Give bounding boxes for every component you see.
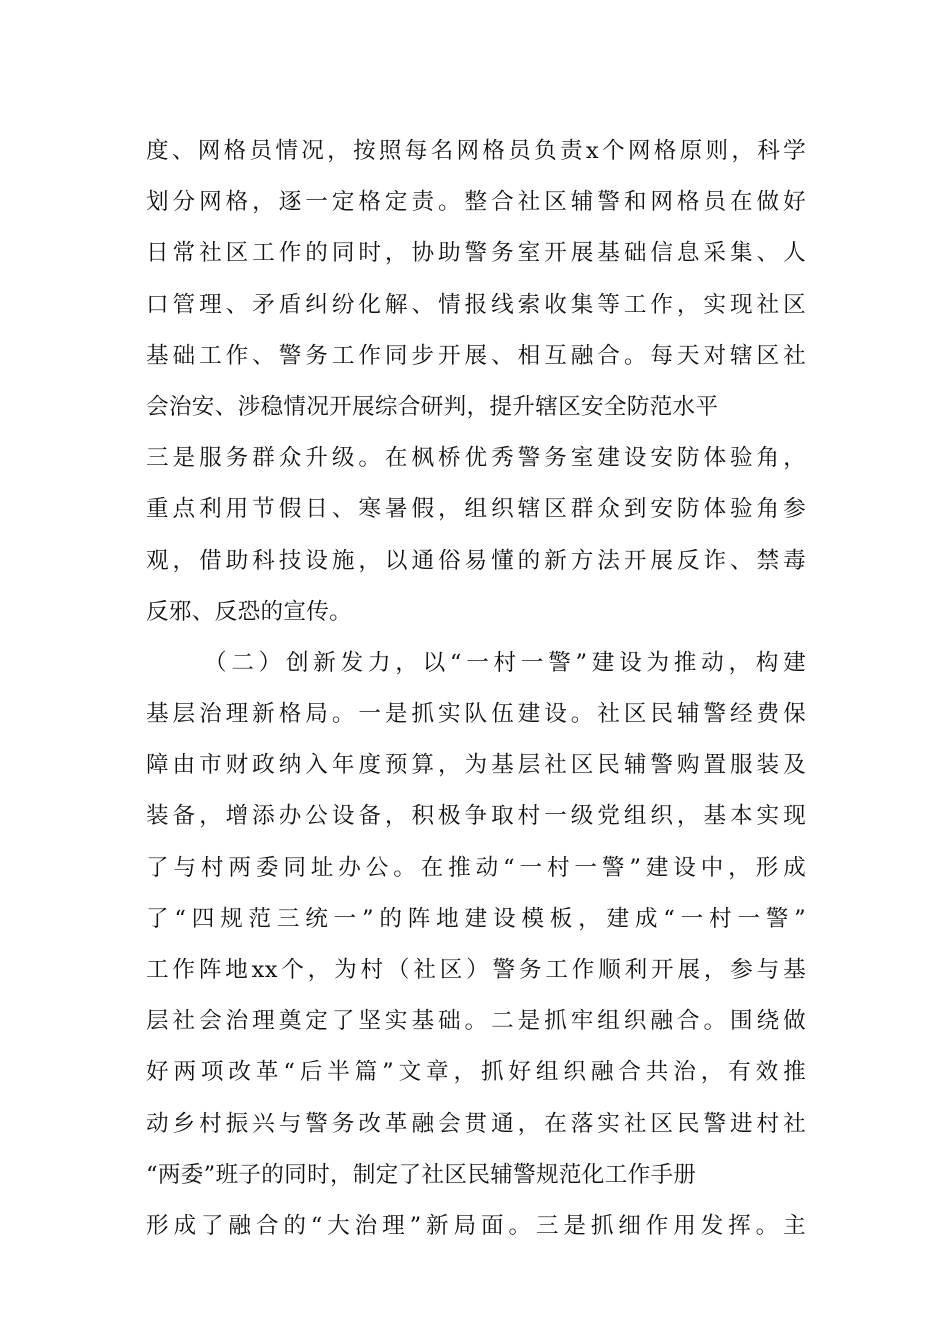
text-line: 基础工作、警务工作同步开展、相互融合。每天对辖区社 xyxy=(146,342,806,369)
text-line: 会治安、涉稳情况开展综合研判，提升辖区安全防范水平 xyxy=(146,393,719,420)
text-line: 层社会治理奠定了坚实基础。二是抓牢组织融合。围绕做 xyxy=(146,1008,806,1035)
text-line: 口管理、矛盾纠纷化解、情报线索收集等工作，实现社区 xyxy=(146,291,806,318)
text-line: 好两项改革“后半篇”文章，抓好组织融合共治，有效推 xyxy=(146,1059,806,1086)
text-line: 反邪、反恐的宣传。 xyxy=(146,598,353,625)
text-line: 装备，增添办公设备，积极争取村一级党组织，基本实现 xyxy=(146,803,806,830)
text-line: 观，借助科技设施，以通俗易懂的新方法开展反诈、禁毒 xyxy=(146,547,806,574)
paragraph-2 xyxy=(146,638,806,1252)
text-line: 日常社区工作的同时，协助警务室开展基础信息采集、人 xyxy=(146,240,806,267)
text-line: 形成了融合的“大治理”新局面。三是抓细作用发挥。主 xyxy=(146,1212,806,1239)
text-line: （二）创新发力，以“一村一警”建设为推动，构建 xyxy=(204,649,806,676)
text-line: 重点利用节假日、寒暑假，组织辖区群众到安防体验角参 xyxy=(146,496,806,523)
paragraph-1 xyxy=(146,126,806,638)
text-line: 工作阵地xx个，为村（社区）警务工作顺利开展，参与基 xyxy=(146,957,806,983)
text-line: “两委”班子的同时，制定了社区民辅警规范化工作手册 xyxy=(146,1161,697,1188)
text-line: 基层治理新格局。一是抓实队伍建设。社区民辅警经费保 xyxy=(146,701,806,728)
text-line: 三是服务群众升级。在枫桥优秀警务室建设安防体验角， xyxy=(146,445,806,472)
text-line: 动乡村振兴与警务改革融会贯通，在落实社区民警进村社 xyxy=(146,1110,806,1137)
text-line: 了“四规范三统一”的阵地建设模板，建成“一村一警” xyxy=(146,905,806,932)
text-line: 度、网格员情况，按照每名网格员负责x个网格原则，科学 xyxy=(146,138,806,164)
text-line: 了与村两委同址办公。在推动“一村一警”建设中，形成 xyxy=(146,854,806,881)
document-body xyxy=(146,126,806,1252)
text-line: 划分网格，逐一定格定责。整合社区辅警和网格员在做好 xyxy=(146,189,806,216)
text-line: 障由市财政纳入年度预算，为基层社区民辅警购置服装及 xyxy=(146,752,806,779)
